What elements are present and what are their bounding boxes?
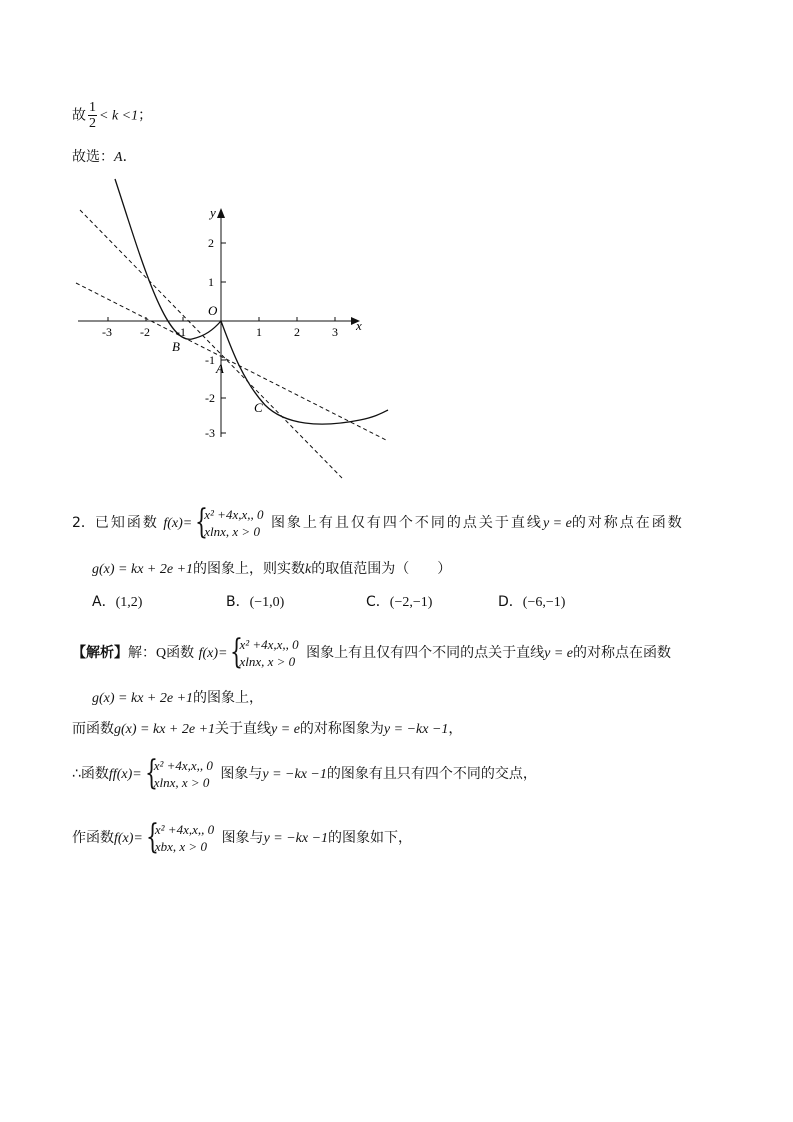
option-b[interactable]: B．(−1,0) xyxy=(226,594,285,610)
fraction-one-half: $\frac{1}{2}$ xyxy=(89,100,96,131)
curve-left-parabola xyxy=(115,179,221,339)
piecewise-function: { x² +4x,x,, 0 xlnx, x > 0 xyxy=(230,632,299,672)
solution-line-4: ∴函数ff(x)= { x² +4x,x,, 0 xlnx, x > 0 图象与y = −kx −1的图象有且只有四个不同的交点， xyxy=(72,753,537,793)
y-axis-label: y xyxy=(210,205,216,220)
point-label-a: A xyxy=(216,361,224,376)
question-2-stem-continued: g(x) = kx + 2e +1的图象上，则实数k的取值范围为（ ） xyxy=(92,561,452,577)
solution-line-2: g(x) = kx + 2e +1的图象上， xyxy=(92,690,264,706)
conclusion-prefix: 故 xyxy=(72,107,86,124)
gx-expression: g(x) = kx + 2e +1 xyxy=(92,562,194,577)
x-tick-label: -2 xyxy=(140,325,150,339)
option-a[interactable]: A．(1,2) xyxy=(92,594,143,610)
x-tick-label: -3 xyxy=(102,325,112,339)
question-number: 2． xyxy=(72,515,95,531)
solution-line-3: 而函数g(x) = kx + 2e +1关于直线y = e的对称图象为y = −kx −1， xyxy=(72,721,463,737)
x-tick-label: 2 xyxy=(294,325,300,339)
y-tick-label: -1 xyxy=(205,353,215,367)
piecewise-function: { x² +4x,x,, 0 xlnx, x > 0 xyxy=(144,753,213,793)
x-axis-label: x xyxy=(356,318,362,333)
dashed-line-shallow xyxy=(76,283,388,441)
piecewise-function: { x² +4x,x,, 0 xbx, x > 0 xyxy=(145,817,215,857)
function-graph xyxy=(70,175,395,485)
x-tick-label: 3 xyxy=(332,325,338,339)
conclusion-line: 故 $\frac{1}{2}$ < k <1； xyxy=(72,100,153,131)
piecewise-function: { x² +4x,x,, 0 xlnx, x > 0 xyxy=(195,502,264,542)
k-range: < k <1 xyxy=(99,108,139,124)
point-label-c: C xyxy=(254,400,263,415)
brace-icon: { xyxy=(144,753,158,793)
brace-icon: { xyxy=(230,632,244,672)
brace-icon: { xyxy=(145,817,159,857)
solution-line-1: 【解析】解：Q函数 f(x)= { x² +4x,x,, 0 xlnx, x > 0 图象上有且仅有四个不同的点关于直线y = e的对称点在函数 xyxy=(72,632,672,672)
solution-tag: 【解析】 xyxy=(72,645,128,661)
y-tick-label: 1 xyxy=(208,275,214,289)
curve-right-xlnx xyxy=(221,321,388,424)
answer-letter: A xyxy=(114,150,123,165)
y-tick-label: 2 xyxy=(208,236,214,250)
fx-label: f(x)= xyxy=(163,516,193,531)
y-tick-label: -3 xyxy=(205,426,215,440)
answer-line: 故选：A． xyxy=(72,149,137,165)
option-d[interactable]: D．(−6,−1) xyxy=(498,594,566,610)
x-tick-label: -1 xyxy=(176,325,186,339)
origin-label: O xyxy=(208,303,218,318)
y-tick-label: -2 xyxy=(205,391,215,405)
solution-line-5: 作函数f(x)= { x² +4x,x,, 0 xbx, x > 0 图象与y = −kx −1的图象如下， xyxy=(72,817,413,857)
answer-label: 故选： xyxy=(72,149,114,165)
option-c[interactable]: C．(−2,−1) xyxy=(366,594,433,610)
point-label-b: B xyxy=(172,339,180,354)
y-axis-ticks xyxy=(221,243,226,433)
y-axis-arrow xyxy=(217,208,225,218)
x-tick-label: 1 xyxy=(256,325,262,339)
brace-icon: { xyxy=(195,502,209,542)
question-2-stem: 2．已知函数 f(x)= { x² +4x,x,, 0 xlnx, x > 0 图象上有且仅有四个不同的点关于直线y = e的对称点在函数 xyxy=(72,502,684,542)
